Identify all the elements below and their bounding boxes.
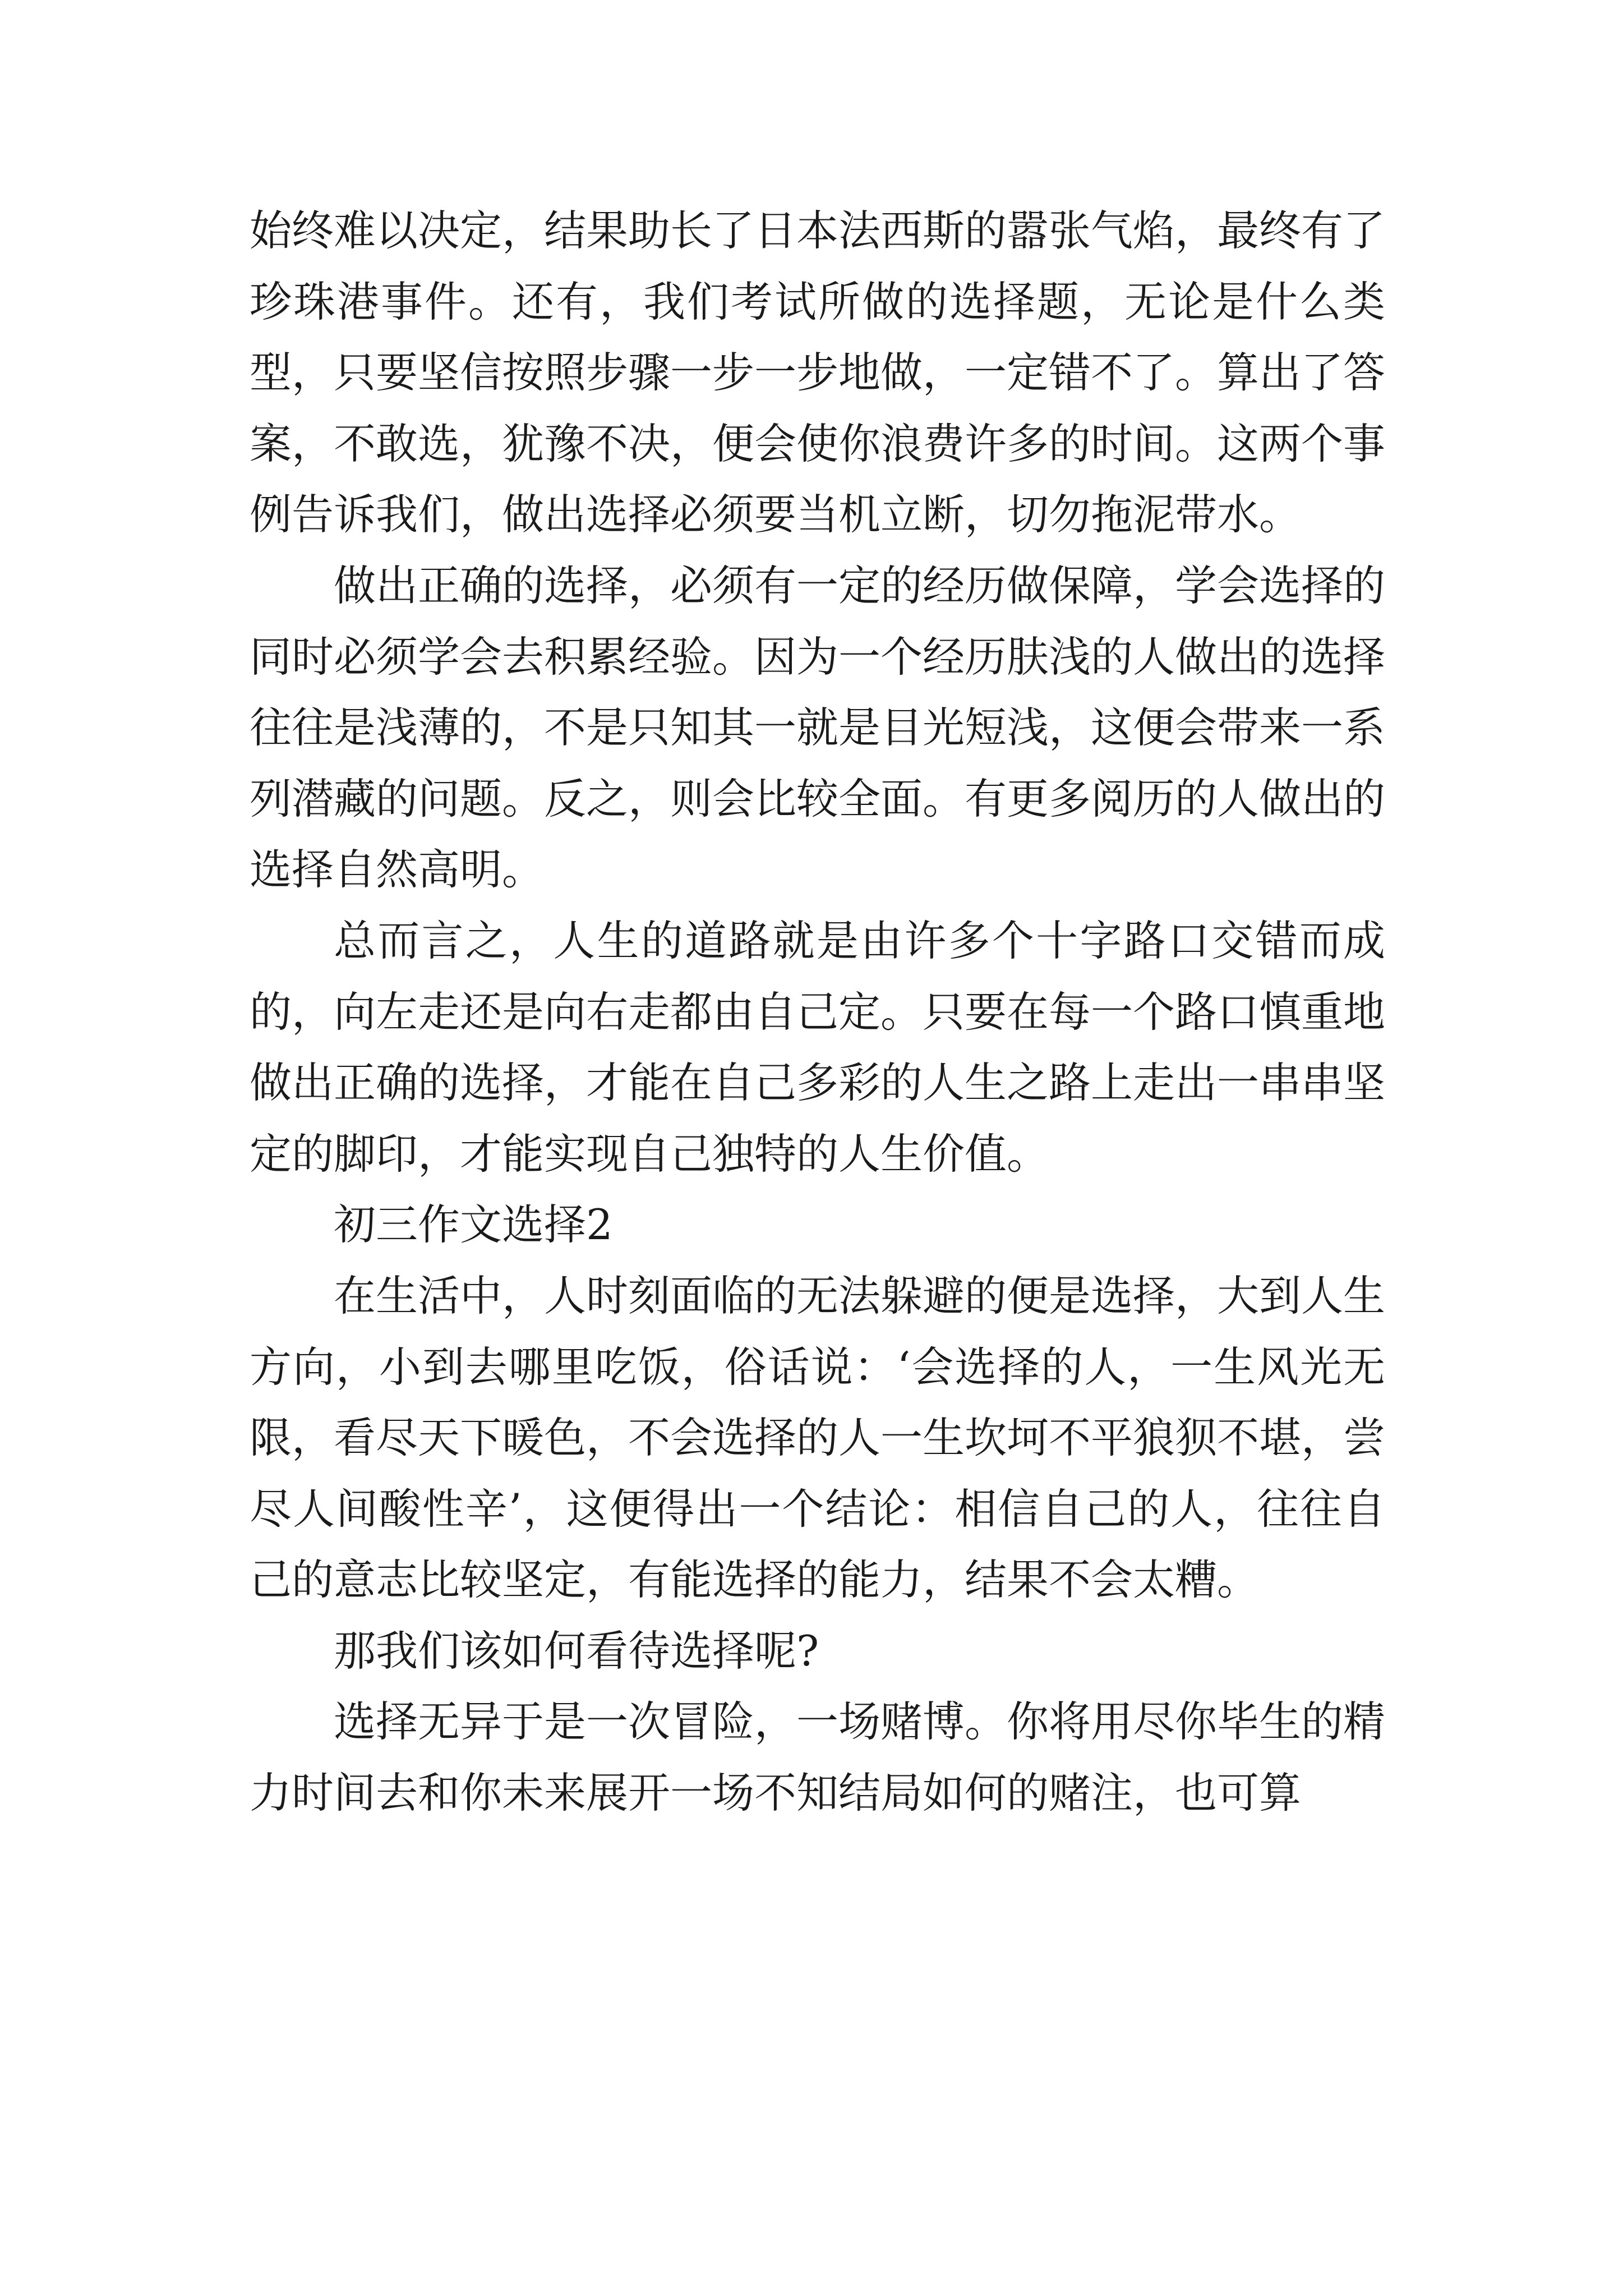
essay-section-title: 初三作文选择2	[334, 1200, 613, 1250]
essay-paragraph-6: 选择无异于是一次冒险，一场赌博。你将用尽你毕生的精力时间去和你未来展开一场不知结局如何的赌注，也可算	[250, 1697, 1386, 1818]
essay-paragraph-5: 那我们该如何看待选择呢?	[334, 1626, 819, 1676]
essay-paragraph-1: 始终难以决定，结果助长了日本法西斯的嚣张气焰，最终有了珍珠港事件。还有，我们考试所做的选择题，无论是什么类型，只要坚信按照步骤一步一步地做，一定错不了。算出了答案，不敢选，犹豫不决，便会使你浪费许多的时间。这两个事例告诉我们，做出选择必须要当机立断，切勿拖泥带水。	[250, 206, 1386, 540]
essay-body	[250, 195, 1385, 1829]
essay-paragraph-3: 总而言之，人生的道路就是由许多个十字路口交错而成的，向左走还是向右走都由自己定。只要在每一个路口慎重地做出正确的选择，才能在自己多彩的人生之路上走出一串串坚定的脚印，才能实现自己独特的人生价值。	[250, 915, 1386, 1179]
essay-paragraph-2: 做出正确的选择，必须有一定的经历做保障，学会选择的同时必须学会去积累经验。因为一个经历肤浅的人做出的选择往往是浅薄的，不是只知其一就是目光短浅，这便会带来一系列潜藏的问题。反之，则会比较全面。有更多阅历的人做出的选择自然高明。	[250, 560, 1386, 895]
essay-paragraph-4: 在生活中，人时刻面临的无法躲避的便是选择，大到人生方向，小到去哪里吃饭，俗话说：‘会选择的人，一生风光无限，看尽天下暖色，不会选择的人一生坎坷不平狼狈不堪，尝尽人间酸性辛’，这便得出一个结论：相信自己的人，往往自己的意志比较坚定，有能选择的能力，结果不会太糟。	[250, 1271, 1386, 1605]
